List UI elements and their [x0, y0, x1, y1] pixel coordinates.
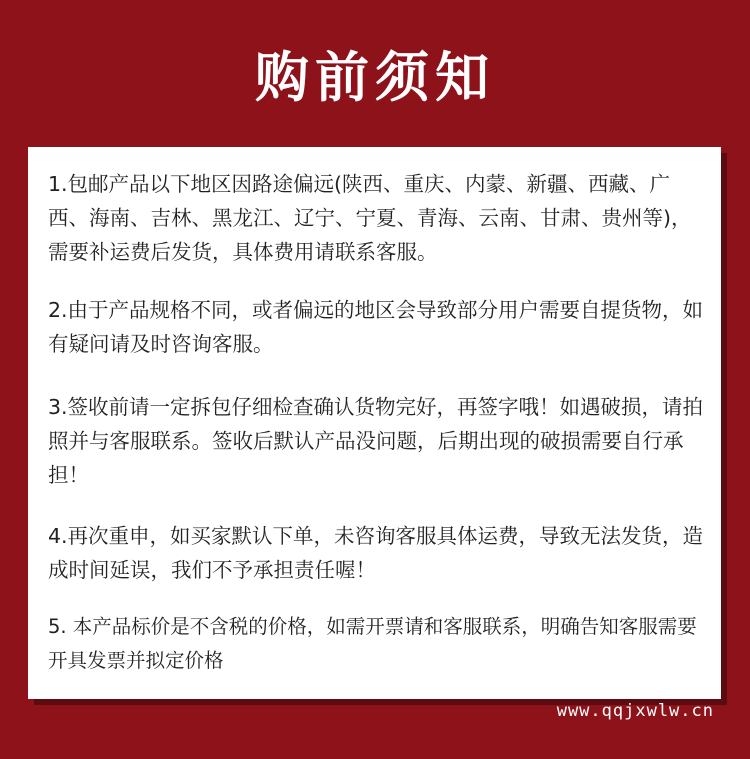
- notice-card: [28, 147, 721, 699]
- notice-item-3: 3.签收前请一定拆包仔细检查确认货物完好，再签字哦！如遇破损，请拍照并与客服联系。签收后默认产品没问题，后期出现的破损需要自行承担！: [48, 395, 704, 487]
- page-title: 购前须知: [255, 46, 495, 109]
- notice-item-4: 4.再次重申，如买家默认下单，未咨询客服具体运费，导致无法发货，造成时间延误，我们不予承担责任喔！: [48, 524, 704, 582]
- website-watermark: www.qqjxwlw.cn: [556, 701, 714, 721]
- notice-item-5: 5. 本产品标价是不含税的价格，如需开票请和客服联系，明确告知客服需要开具发票并拟定价格: [48, 615, 697, 672]
- notice-item-1: 1.包邮产品以下地区因路途偏远(陕西、重庆、内蒙、新疆、西藏、广西、海南、吉林、黑龙江、辽宁、宁夏、青海、云南、甘肃、贵州等)，需要补运费后发货，具体费用请联系客服。: [48, 172, 692, 264]
- notice-item-2: 2.由于产品规格不同，或者偏远的地区会导致部分用户需要自提货物，如有疑问请及时咨询客服。: [48, 298, 704, 356]
